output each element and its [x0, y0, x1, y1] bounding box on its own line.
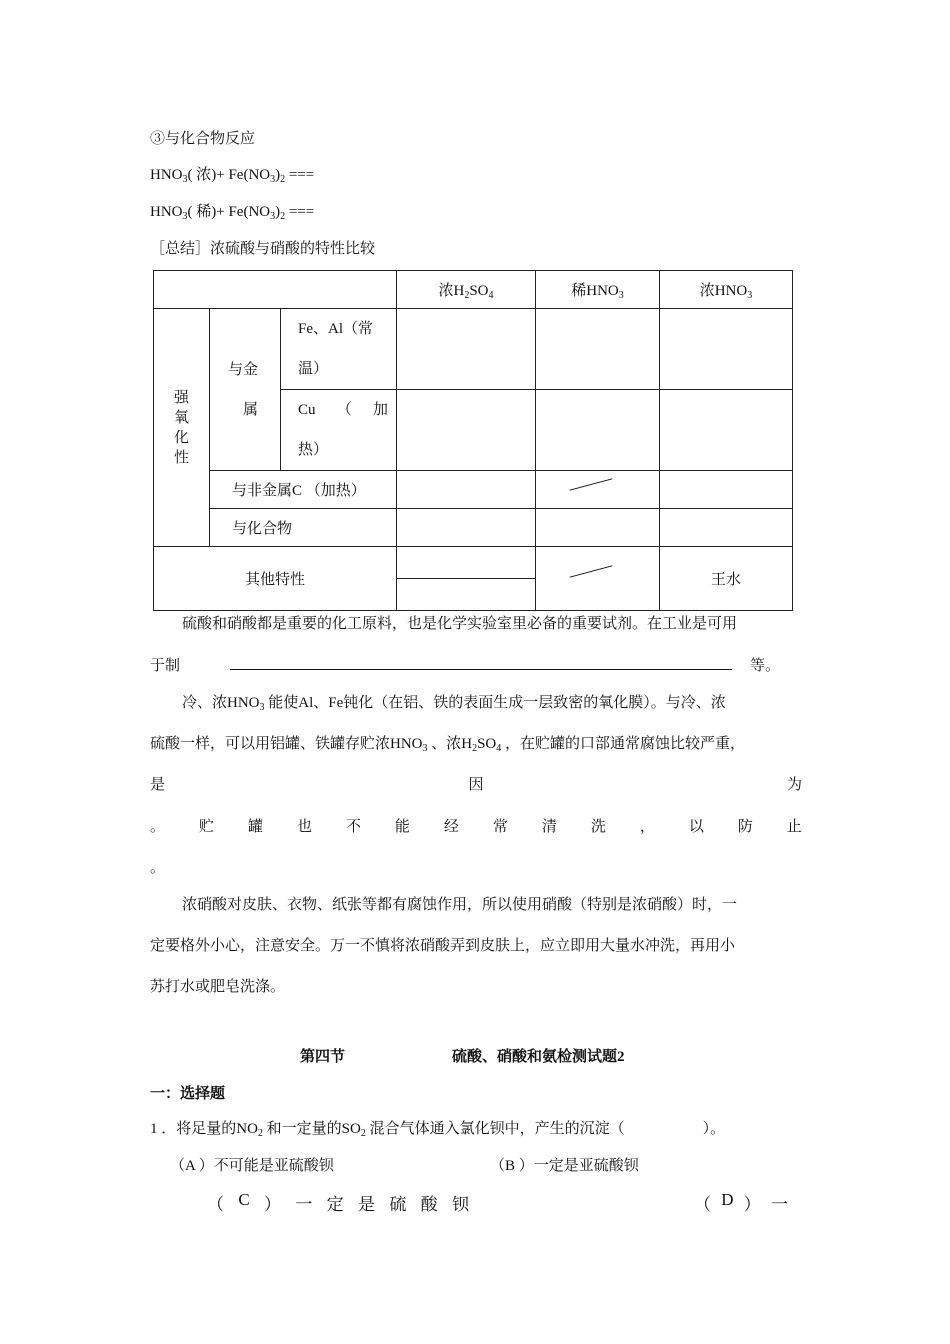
col-header-conc-hno3: 浓$HNO_3$: [660, 271, 793, 309]
section-title: 硫酸、硝酸和氨检测试题2: [452, 1049, 625, 1065]
question-1-stem: 1 ．将足量的$NO_2$ 和一定量的$SO_2$ 混合气体通入氯化钡中，产生的沉淀（ ）。: [150, 1121, 726, 1139]
cell-other-h2so4-top: [397, 547, 536, 579]
eq2-sub1: 3: [270, 211, 276, 222]
eq2-acid: HNO: [150, 204, 183, 220]
cell-compound-conc: [660, 509, 793, 547]
cell-cu-conc: [660, 390, 793, 471]
paragraph-safety-line3: 苏打水或肥皂洗涤。: [150, 979, 286, 995]
paragraph-industrial-use-line2: 于制 等。: [150, 658, 781, 674]
section-number: 第四节: [300, 1049, 346, 1065]
eq2-state: ( 稀)+ Fe(NO: [187, 204, 271, 220]
cell-cu-h2so4: [397, 390, 536, 471]
eq2-sub2: 2: [280, 211, 286, 222]
equation-concentrated: [150, 163, 314, 184]
option-a[interactable]: （A ）不可能是亚硫酸钡: [170, 1158, 334, 1174]
row-label-cu: Cu （ 加 热）: [281, 390, 397, 471]
eq1-acid: HNO: [150, 167, 183, 183]
cell-fe-al-h2so4: [397, 309, 536, 390]
cell-compound-h2so4: [397, 509, 536, 547]
equation-dilute: [150, 200, 314, 221]
paragraph-passivation-line5: 。: [150, 860, 166, 876]
eq1-acid-sub: 3: [182, 174, 188, 185]
paragraph-safety-line1: 浓硝酸对皮肤、衣物、纸张等都有腐蚀作用，所以使用硝酸（特别是浓硝酸）时，一: [182, 897, 738, 913]
table-corner-cell: [154, 271, 397, 309]
eq2-arrow: ===: [285, 204, 315, 220]
option-b[interactable]: （B ）一定是亚硫酸钡: [490, 1158, 639, 1174]
comparison-table: [153, 270, 793, 611]
row-label-compounds: 与化合物: [210, 509, 397, 547]
part-heading-multiple-choice: 一：选择题: [150, 1086, 226, 1102]
option-d[interactable]: （ D ） 一: [694, 1190, 788, 1214]
eq2-acid-sub: 3: [182, 211, 188, 222]
cell-cu-dilute: [536, 390, 660, 471]
section-heading-compounds: ③与化合物反应: [150, 131, 256, 147]
paragraph-passivation-line2: 硫酸一样，可以用铝罐、铁罐存贮浓$HNO_3$ 、浓$H_2SO_4$ ，在贮罐的口部通常腐蚀比较严重，: [150, 736, 746, 754]
eq1-sub2: 2: [280, 174, 286, 185]
cell-compound-dilute: [536, 509, 660, 547]
paragraph-safety-line2: 定要格外小心，注意安全。万一不慎将浓硝酸弄到皮肤上，应立即用大量水冲洗，再用小: [150, 938, 736, 954]
eq1-close: ): [275, 167, 281, 183]
col-header-dilute-hno3: 稀$HNO_3$: [536, 271, 660, 309]
row-label-fe-al: Fe、Al（常 温）: [281, 309, 397, 390]
row-label-other-properties: 其他特性: [154, 547, 397, 611]
option-c[interactable]: （ C ） 一 定 是 硫 酸 钡: [207, 1190, 469, 1214]
eq1-sub1: 3: [270, 174, 276, 185]
eq1-arrow: ===: [285, 167, 315, 183]
paragraph-passivation-line3: 是 因 为: [150, 777, 802, 793]
cell-nonmetal-conc: [660, 471, 793, 509]
paragraph-passivation-line1: 冷、浓$HNO_3$ 能使Al、Fe钝化（在铝、铁的表面生成一层致密的氧化膜）。与冷、浓: [182, 695, 726, 713]
row-group-strong-oxidizing: 强 氧 化 性: [154, 309, 210, 547]
cell-other-dilute: [536, 547, 660, 611]
cell-aqua-regia: 王水: [660, 547, 793, 611]
eq1-state: ( 浓)+ Fe(NO: [187, 167, 271, 183]
cell-nonmetal-h2so4: [397, 471, 536, 509]
row-label-with-metals: 与金 属: [210, 309, 281, 471]
paragraph-passivation-line4: 。 贮 罐 也 不 能 经 常 清 洗 ， 以 防 止: [150, 819, 802, 835]
summary-title: ［总结］浓硫酸与硝酸的特性比较: [150, 241, 376, 257]
fill-blank-line[interactable]: [230, 656, 732, 670]
cell-fe-al-dilute: [536, 309, 660, 390]
cell-nonmetal-dilute: [536, 471, 660, 509]
paragraph-industrial-use-line1: 硫酸和硝酸都是重要的化工原料，也是化学实验室里必备的重要试剂。在工业是可用: [182, 616, 738, 632]
eq2-close: ): [275, 204, 281, 220]
col-header-conc-h2so4: 浓$H_2SO_4$: [397, 271, 536, 309]
cell-fe-al-conc: [660, 309, 793, 390]
cell-other-h2so4-bottom: [397, 579, 536, 611]
row-label-nonmetal: 与非金属C （加热）: [210, 471, 397, 509]
